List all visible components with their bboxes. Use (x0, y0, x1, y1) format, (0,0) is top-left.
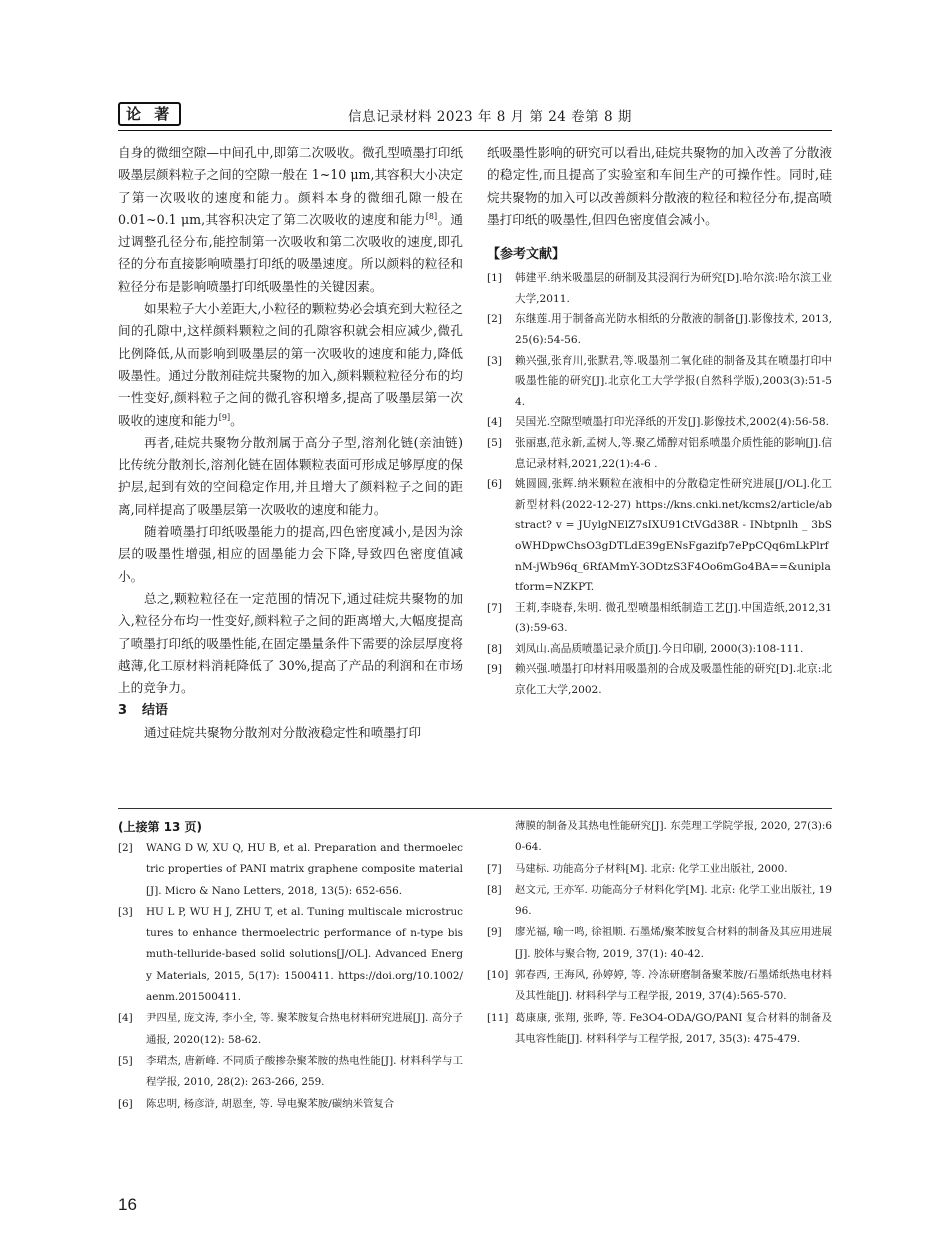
continuation-ref-6-cont-text: 薄膜的制备及其热电性能研究[J]. 东莞理工学院学报, 2020, 27(3):60-64. (515, 820, 832, 854)
reference-item (487, 659, 832, 700)
reference-item (487, 965, 832, 1008)
reference-number: [11] (487, 1011, 509, 1024)
reference-item (487, 268, 832, 309)
reference-number: [2] (118, 842, 133, 854)
reference-text: 吴国光.空隙型喷墨打印光泽纸的开发[J].影像技术,2002(4):56-58. (515, 416, 829, 429)
reference-text: 王莉,李晓春,朱明. 微孔型喷墨相纸制造工艺[J].中国造纸,2012,31(3):59-63. (515, 601, 832, 635)
reference-text: 廖光福, 喻一鸣, 徐祖顺. 石墨烯/聚苯胺复合材料的制备及其应用进展[J]. 胶体与聚合物, 2019, 37(1): 40-42. (515, 926, 832, 960)
reference-number: [9] (487, 663, 503, 676)
reference-item (487, 433, 832, 474)
reference-item (487, 922, 832, 965)
citation-8: [8] (425, 211, 438, 221)
continuation-right-refs (487, 859, 832, 1051)
reference-text: 李珺杰, 唐新峰. 不同质子酸掺杂聚苯胺的热电性能[J]. 材料科学与工程学报, 2010, 28(2): 263-266, 259. (146, 1054, 463, 1089)
reference-number: [7] (487, 862, 502, 875)
reference-text: 尹四星, 庞文涛, 李小全, 等. 聚苯胺复合热电材料研究进展[J]. 高分子通报, 2020(12): 58-62. (146, 1012, 463, 1046)
reference-number: [8] (487, 883, 502, 896)
reference-number: [7] (487, 601, 503, 614)
reference-item (487, 639, 832, 660)
reference-list (487, 268, 832, 700)
paragraph-3: 再者,硅烷共聚物分散剂属于高分子型,溶剂化链(亲油链)比传统分散剂长,溶剂化链在固体颗粒表面可形成足够厚度的保护层,起到有效的空间稳定作用,并且增大了颜料粒子之间的距离,同样提高了吸墨层第一次吸收的速度和能力。 (118, 434, 463, 517)
paragraph-4: 随着喷墨打印纸吸墨能力的提高,四色密度减小,是因为涂层的吸墨性增强,相应的固墨能力会下降,导致四色密度值减小。 (118, 524, 463, 584)
paragraph-1-tail: 。通过调整孔径分布,能控制第一次吸收和第二次吸收的速度,即孔径的分布直接影响喷墨打印纸的吸墨速度。所以颜料的粒径和粒径分布是影响喷墨打印纸吸墨性的关键因素。 (118, 211, 463, 294)
paragraph-2-text: 如果粒子大小差距大,小粒径的颗粒势必会填充到大粒径之间的孔隙中,这样颜料颗粒之间的孔隙容积就会相应减少,微孔比例降低,从而影响到吸墨层的第一次吸收的速度和能力,降低吸墨性。通过分散剂硅烷共聚物的加入,颜料颗粒粒径分布的均一性变好,颜料粒子之间的微孔容积增多,提高了吸墨层第一次吸收的速度和能力 (118, 301, 463, 428)
continuation-right-column (487, 816, 832, 1050)
reference-item (487, 412, 832, 433)
reference-text: 赖兴强,张育川,张默君,等.吸墨剂二氧化硅的制备及其在喷墨打印中吸墨性能的研究[J].北京化工大学学报(自然科学版),2003(3):51-54. (515, 354, 832, 408)
reference-text: 葛康康, 张翔, 张晔, 等. Fe3O4-ODA/GO/PANI 复合材料的制备及其电容性能[J]. 材料科学与工程学报, 2017, 35(3): 475-479. (515, 1011, 832, 1045)
right-column (487, 142, 832, 701)
paragraph-1 (118, 142, 463, 298)
reference-item (118, 1094, 463, 1115)
page-number: 16 (118, 1195, 137, 1214)
reference-number: [8] (487, 642, 503, 655)
reference-number: [4] (118, 1012, 133, 1025)
reference-text: 陈忠明, 杨彦浒, 胡恩奎, 等. 导电聚苯胺/碳纳米管复合 (146, 1097, 395, 1110)
citation-9: [9] (218, 412, 231, 422)
reference-number: [6] (487, 478, 503, 491)
reference-number: [2] (487, 313, 503, 326)
reference-number: [6] (118, 1097, 133, 1110)
section-heading-conclusion (118, 700, 463, 722)
journal-line: 信息记录材料 2023 年 8 月 第 24 卷第 8 期 (348, 109, 632, 125)
reference-number: [9] (487, 926, 502, 939)
reference-text: 郭春西, 王海风, 孙婷婷, 等. 冷冻研磨制备聚苯胺/石墨烯纸热电材料及其性能[J]. 材料科学与工程学报, 2019, 37(4):565-570. (515, 969, 832, 1003)
reference-text: 马建标. 功能高分子材料[M]. 北京: 化学工业出版社, 2000. (515, 862, 788, 875)
reference-text: WANG D W, XU Q, HU B, et al. Preparation and thermoelectric properties of PANI matrix graphene composite material[J]. Micro & Nano Letters, 2018, 13(5): 652-656. (146, 842, 463, 897)
reference-text: 赵文元, 王亦军. 功能高分子材料化学[M]. 北京: 化学工业出版社, 1996. (515, 883, 832, 918)
reference-item (487, 474, 832, 598)
continuation-label: (上接第 13 页) (118, 820, 203, 834)
reference-number: [3] (118, 905, 133, 918)
section-badge: 论 著 (118, 102, 181, 126)
paragraph-7: 纸吸墨性影响的研究可以看出,硅烷共聚物的加入改善了分散液的稳定性,而且提高了实验室和车间生产的可操作性。同时,硅烷共聚物的加入可以改善颜料分散液的粒径和粒径分布,提高喷墨打印纸的吸墨性,但四色密度值会减小。 (487, 145, 832, 227)
reference-item (487, 309, 832, 350)
reference-text: 东继莲.用于制备高光防水相纸的分散液的制备[J].影像技术, 2013,25(6):54-56. (515, 313, 832, 346)
reference-item (487, 1008, 832, 1051)
reference-number: [4] (487, 416, 503, 429)
reference-text: HU L P, WU H J, ZHU T, et al. Tuning multiscale microstructures to enhance thermoelectric performance of n-type bismuth-telluride-based solid solutions[J/OL]. Advanced Energy Materials, 2015, 5(17): 1500411. https://doi.org/10.1002/aenm.201500411. (146, 905, 463, 1004)
continuation-left-column (118, 816, 463, 1115)
reference-text: 赖兴强.喷墨打印材料用吸墨剂的合成及吸墨性能的研究[D].北京:北京化工大学,2002. (515, 663, 832, 697)
paragraph-2-tail: 。 (230, 412, 243, 428)
section-number: 3 (118, 703, 128, 719)
reference-item (118, 1051, 463, 1094)
reference-number: [1] (487, 272, 503, 285)
page-header (118, 100, 832, 128)
reference-item (118, 902, 463, 1008)
reference-text: 姚圆圆,张辉.纳米颗粒在液相中的分散稳定性研究进展[J/OL].化工新型材料(2022-12-27) https://kns.cnki.net/kcms2/article/abstract? v = JUylgNElZ7sIXU91CtVGd38R - INbtpnlh _ 3bSoWHDpwChsO3gDTLdE39gENsFgazifp7ePpCQq6mLkPlrfnM-jWb96q_6RfAMmY-3ODtzS3F4Oo6mGo4BA==&uniplatform=NZKPT. (515, 478, 832, 594)
reference-number: [5] (118, 1054, 133, 1067)
reference-text: 刘凤山.高品质喷墨记录介质[J].今日印刷, 2000(3):108-111. (515, 642, 804, 655)
paragraph-6: 通过硅烷共聚物分散剂对分散液稳定性和喷墨打印 (144, 725, 422, 741)
section-divider (118, 808, 832, 809)
header-rule (118, 130, 832, 131)
reference-number: [3] (487, 354, 503, 367)
reference-text: 张丽惠,范永新,孟树人,等.聚乙烯醇对铝系喷墨介质性能的影响[J].信息记录材料,2021,22(1):4-6 . (515, 436, 832, 470)
section-title: 结语 (142, 703, 169, 719)
reference-number: [10] (487, 969, 509, 982)
reference-item (487, 859, 832, 880)
paragraph-1-text: 自身的微细空隙—中间孔中,即第二次吸收。微孔型喷墨打印纸吸墨层颜料粒子之间的空隙一般在 1~10 μm,其容积大小决定了第一次吸收的速度和能力。颜料本身的微细孔隙一般在 0.01~0.1 μm,其容积决定了第二次吸收的速度和能力 (118, 145, 463, 227)
reference-item (487, 351, 832, 413)
reference-item (487, 598, 832, 639)
reference-item (487, 880, 832, 923)
reference-text: 韩建平.纳米吸墨层的研制及其浸润行为研究[D].哈尔滨:哈尔滨工业大学,2011. (515, 272, 832, 305)
references-title: 【参考文献】 (487, 247, 566, 263)
paragraph-5: 总之,颗粒粒径在一定范围的情况下,通过硅烷共聚物的加入,粒径分布均一性变好,颜料粒子之间的距离增大,大幅度提高了喷墨打印纸的吸墨性能,在固定墨量条件下需要的涂层厚度将越薄,化工原材料消耗降低了 30%,提高了产品的利润和在市场上的竞争力。 (118, 590, 463, 696)
continuation-ref-6-cont (487, 816, 832, 859)
reference-item (118, 1008, 463, 1051)
continuation-left-refs (118, 838, 463, 1115)
reference-item (118, 838, 463, 902)
reference-number: [5] (487, 436, 503, 449)
paragraph-2 (118, 298, 463, 432)
left-column (118, 142, 463, 745)
